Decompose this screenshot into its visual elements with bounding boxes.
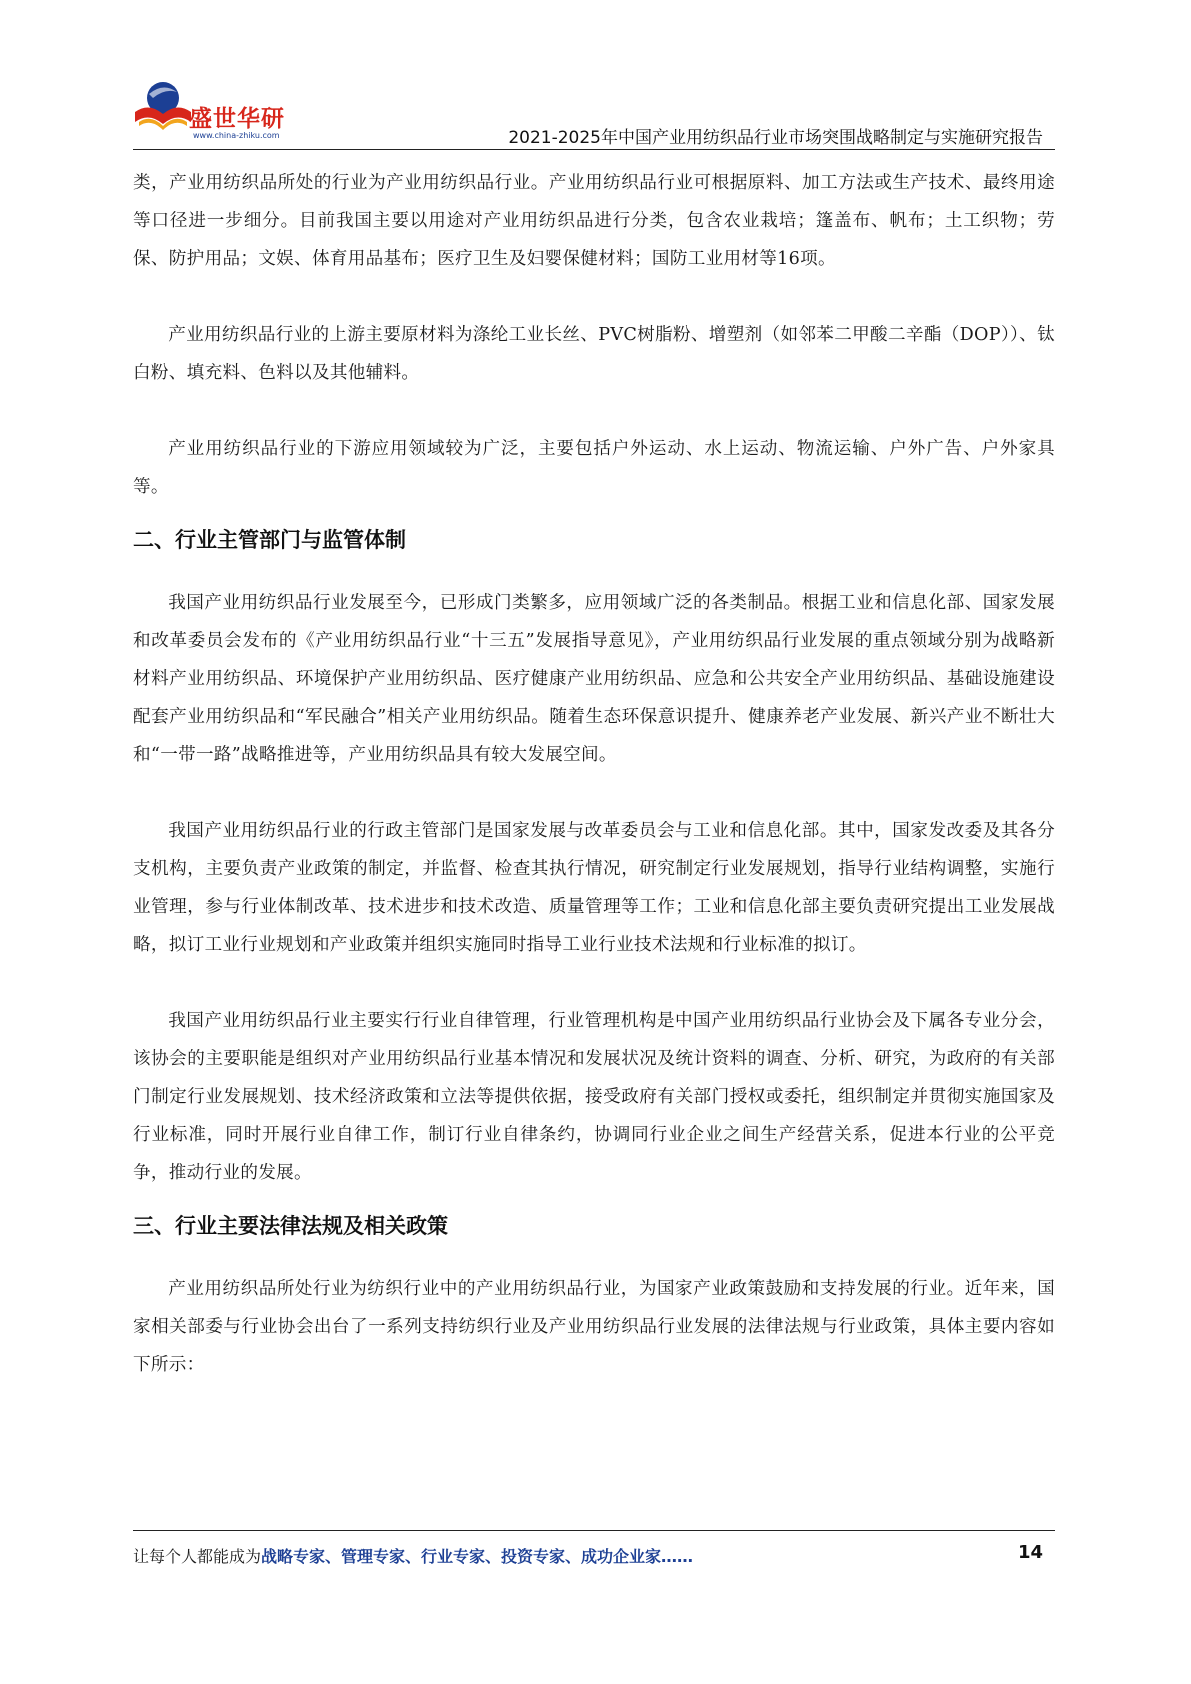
paragraph-5: 我国产业用纺织品行业的行政主管部门是国家发展与改革委员会与工业和信息化部。其中，国家发改委及其各分支机构，主要负责产业政策的制定，并监督、检查其执行情况，研究制定行业发展规划，指导行业结构调整，实施行业管理，参与行业体制改革、技术进步和技术改造、质量管理等工作；工业和信息化部主要负责研究提出工业发展战略，拟订工业行业规划和产业政策并组织实施同时指导工业行业技术法规和行业标准的拟订。 (133, 821, 1055, 955)
footer-divider (133, 1530, 1055, 1531)
slogan-highlight: 战略专家、管理专家、行业专家、投资专家、成功企业家…… (261, 1547, 694, 1566)
paragraph-4: 我国产业用纺织品行业发展至今，已形成门类繁多，应用领域广泛的各类制品。根据工业和信息化部、国家发展和改革委员会发布的《产业用纺织品行业“十三五”发展指导意见》，产业用纺织品行业发展的重点领域分别为战略新材料产业用纺织品、环境保护产业用纺织品、医疗健康产业用纺织品、应急和公共安全产业用纺织品、基础设施建设配套产业用纺织品和“军民融合”相关产业用纺织品。随着生态环保意识提升、健康养老产业发展、新兴产业不断壮大和“一带一路”战略推进等，产业用纺织品具有较大发展空间。 (133, 593, 1055, 765)
slogan-prefix: 让每个人都能成为 (133, 1547, 262, 1566)
report-title: 2021-2025年中国产业用纺织品行业市场突围战略制定与实施研究报告 (508, 128, 1043, 148)
company-logo (133, 78, 303, 148)
page-header (0, 0, 1191, 150)
section-heading-2: 二、行业主管部门与监管体制 (133, 528, 406, 552)
globe-book-icon (133, 78, 195, 138)
footer-slogan (133, 1544, 693, 1567)
paragraph-7: 产业用纺织品所处行业为纺织行业中的产业用纺织品行业，为国家产业政策鼓励和支持发展的行业。近年来，国家相关部委与行业协会出台了一系列支持纺织行业及产业用纺织品行业发展的法律法规与行业政策，具体主要内容如下所示： (133, 1279, 1055, 1375)
paragraph-2: 产业用纺织品行业的上游主要原材料为涤纶工业长丝、PVC树脂粉、增塑剂（如邻苯二甲酸二辛酯（DOP））、钛白粉、填充料、色料以及其他辅料。 (133, 325, 1055, 383)
paragraph-6: 我国产业用纺织品行业主要实行行业自律管理，行业管理机构是中国产业用纺织品行业协会及下属各专业分会，该协会的主要职能是组织对产业用纺织品行业基本情况和发展状况及统计资料的调查、分析、研究，为政府的有关部门制定行业发展规划、技术经济政策和立法等提供依据，接受政府有关部门授权或委托，组织制定并贯彻实施国家及行业标准，同时开展行业自律工作，制订行业自律条约，协调同行业企业之间生产经营关系，促进本行业的公平竞争，推动行业的发展。 (133, 1011, 1055, 1183)
header-divider (133, 149, 1055, 150)
paragraph-1: 类，产业用纺织品所处的行业为产业用纺织品行业。产业用纺织品行业可根据原料、加工方法或生产技术、最终用途等口径进一步细分。目前我国主要以用途对产业用纺织品进行分类，包含农业栽培；篷盖布、帆布；土工织物；劳保、防护用品；文娱、体育用品基布；医疗卫生及妇婴保健材料；国防工业用材等16项。 (133, 173, 1055, 269)
page-body (133, 164, 1055, 1384)
paragraph-3: 产业用纺织品行业的下游应用领域较为广泛，主要包括户外运动、水上运动、物流运输、户外广告、户外家具等。 (133, 439, 1055, 497)
logo-url: www.china-zhiku.com (193, 131, 280, 140)
section-heading-3: 三、行业主要法律法规及相关政策 (133, 1214, 448, 1238)
page-number: 14 (1017, 1542, 1043, 1563)
logo-name: 盛世华研 (189, 106, 285, 132)
